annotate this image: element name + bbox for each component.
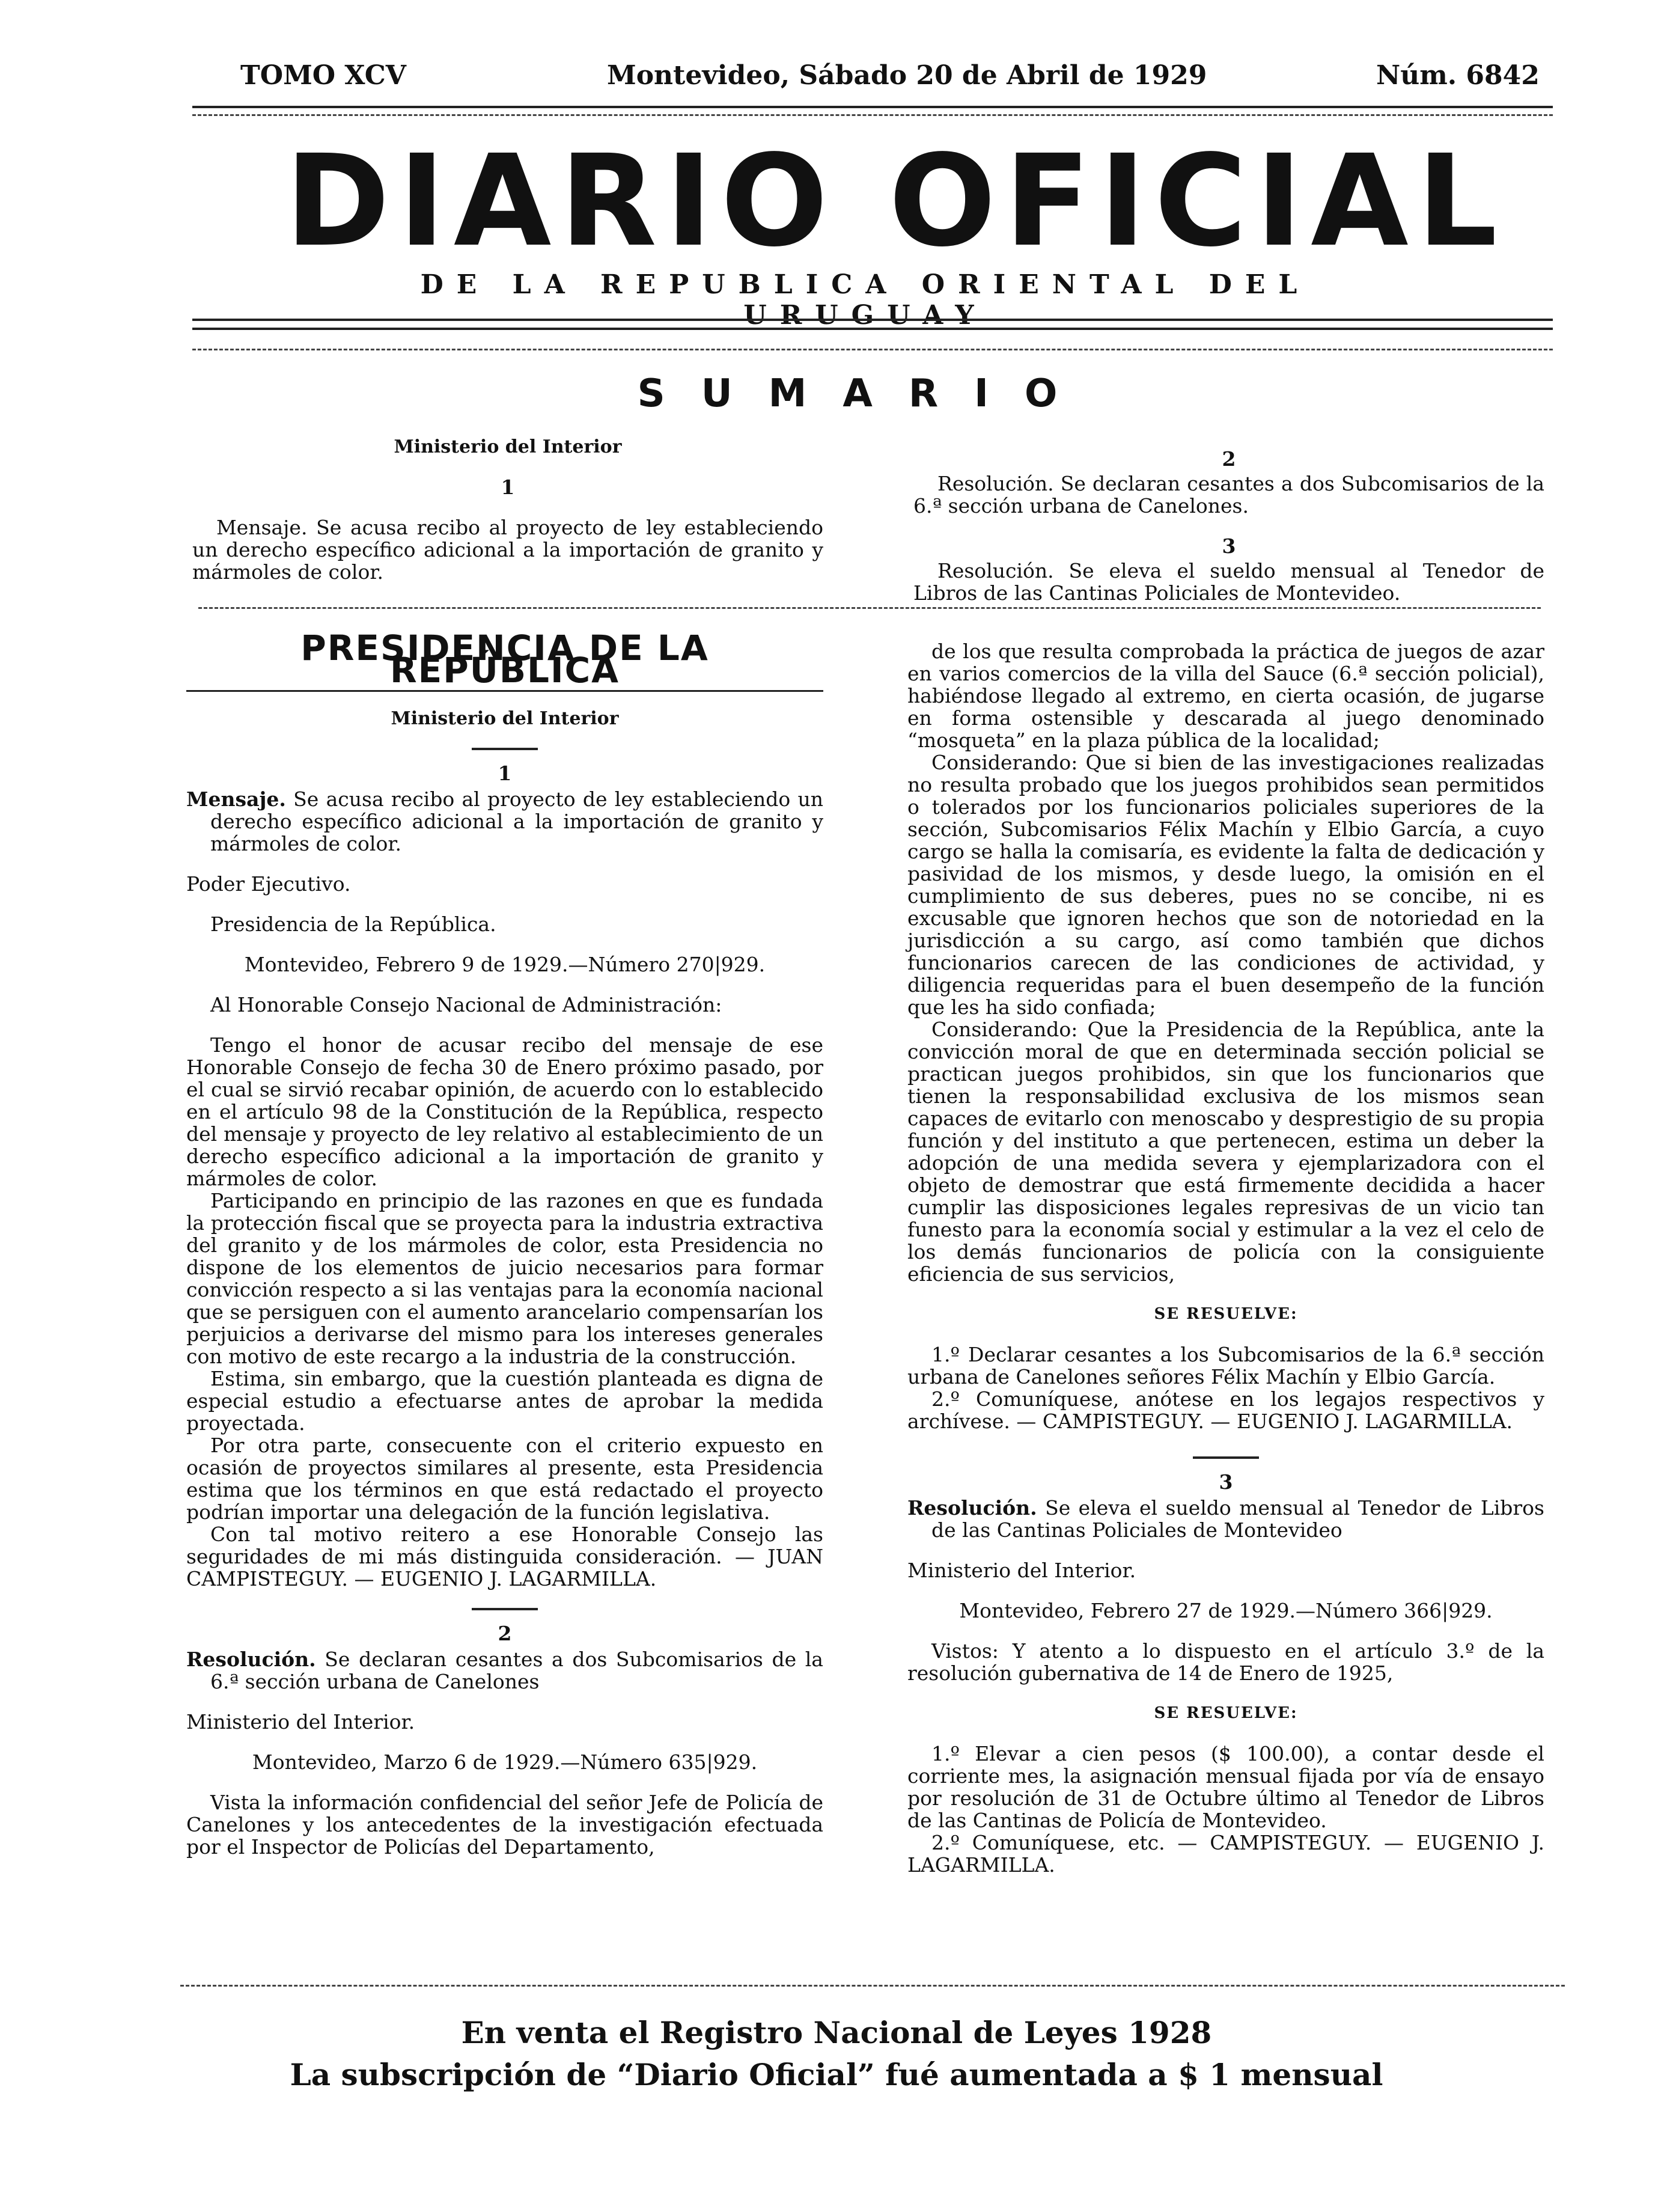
doc2-r1: 1.º Declarar cesantes a los Subcomisarios de la 6.ª sección urbana de Canelones señores Félix Machín y Elbio García. <box>907 1343 1544 1389</box>
doc1-p2: Participando en principio de las razones en que es fundada la protección fiscal que se proyecta para la industria extractiva del granito y de los mármoles de color, esta Presidencia no dispone de los elementos de juicio necesarios para formar convicción respecto a si las ventajas para la economía nacional que se persiguen con el aumento arancelario compensarían los perjuicios a derivarse del mismo para los intereses generales con motivo de este recargo a la industria de la construcción. <box>186 1189 823 1368</box>
doc2-se-resuelve: SE RESUELVE: <box>1154 1305 1298 1323</box>
masthead-rule-2 <box>192 328 1553 330</box>
left-column <box>186 628 823 1876</box>
sumario-left <box>192 436 823 601</box>
doc3-r1: 1.º Elevar a cien pesos ($ 100.00), a contar desde el corriente mes, la asignación mensual fijada por vía de ensayo por resolución de 31 de Octubre último al Tenedor de Libros de las Cantinas de Policía de Montevideo. <box>907 1742 1544 1832</box>
separator <box>1193 1456 1259 1459</box>
doc1-p3: Estima, sin embargo, que la cuestión planteada es digna de especial estudio a efectuarse antes de aprobar la medida proyectada. <box>186 1367 823 1435</box>
ministry-heading: Ministerio del Interior <box>391 708 619 729</box>
newspaper-title: DIARIO OFICIAL <box>285 127 1506 275</box>
presidencia-heading: PRESIDENCIA DE LA REPÚBLICA <box>186 637 823 692</box>
doc1-title <box>186 788 823 855</box>
doc1-number: 1 <box>498 762 512 785</box>
doc2-ministry: Ministerio del Interior. <box>186 1710 415 1734</box>
doc2-p1: Vista la información confidencial del señor Jefe de Policía de Canelones y los antecedentes de la investigación efectuada por el Inspector de Policías del Departamento, <box>186 1791 823 1859</box>
sumario-heading: SUMARIO <box>637 371 1094 416</box>
doc1-destinatario: Al Honorable Consejo Nacional de Administración: <box>210 993 722 1016</box>
footer-line-2: La subscripción de “Diario Oficial” fué aumentada a $ 1 mensual <box>290 2057 1383 2092</box>
doc1-title-rest: Se acusa recibo al proyecto de ley estableciendo un derecho específico adicional a la importación de granito y mármoles de color. <box>210 787 823 855</box>
doc3-fecha: Montevideo, Febrero 27 de 1929.—Número 366|929. <box>959 1599 1493 1622</box>
right-column <box>907 640 1544 1894</box>
doc1-p4: Por otra parte, consecuente con el criterio expuesto en ocasión de proyectos similares al presente, esta Presidencia estima que los términos en que está redactado el proyecto podrían importar una delegación de la función legislativa. <box>186 1434 823 1524</box>
sumario-rule <box>198 607 1541 609</box>
sumario-item-1-num: 1 <box>501 475 515 499</box>
sumario-item-3-num: 3 <box>1222 534 1236 558</box>
doc3-title <box>907 1497 1544 1541</box>
doc2-r2: 2.º Comuníquese, anótese en los legajos respectivos y archívese. — CAMPISTEGUY. — EUGENIO J. LAGARMILLA. <box>907 1387 1544 1433</box>
newspaper-subtitle: DE LA REPUBLICA ORIENTAL DEL URUGUAY <box>420 269 1311 331</box>
doc3-p1: Vistos: Y atento a lo dispuesto en el artículo 3.º de la resolución gubernativa de 14 de Enero de 1925, <box>907 1639 1544 1685</box>
doc1-poder: Poder Ejecutivo. <box>186 872 351 896</box>
footer-rule <box>180 1985 1565 1987</box>
doc1-p5: Con tal motivo reitero a ese Honorable Consejo las seguridades de mi más distinguida consideración. — JUAN CAMPISTEGUY. — EUGENIO J. LAGARMILLA. <box>186 1523 823 1590</box>
doc2-title-rest: Se declaran cesantes a dos Subcomisarios de la 6.ª sección urbana de Canelones <box>210 1648 823 1693</box>
doc3-number: 3 <box>1219 1470 1233 1494</box>
doc3-r2: 2.º Comuníquese, etc. — CAMPISTEGUY. — EUGENIO J. LAGARMILLA. <box>907 1831 1544 1877</box>
sumario-item-1: Mensaje. Se acusa recibo al proyecto de ley estableciendo un derecho específico adicional a la importación de granito y mármoles de color. <box>192 516 823 584</box>
doc2-cont-p3: Considerando: Que la Presidencia de la República, ante la convicción moral de que en determinada sección policial se practican juegos prohibidos, sin que los funcionarios que tienen la responsabilidad exclusiva de los mismos sean capaces de evitarlo con menoscabo y desprestigio de su propia función y del instituto a que pertenecen, estima un deber la adopción de una medida severa y ejemplarizadora con el objeto de demostrar que está firmemente decidida a hacer cumplir las disposiciones legales represivas de un vicio tan funesto para la economía social y estimular a la vez el celo de los demás funcionarios de policía con la consiguiente eficiencia de sus servicios, <box>907 1018 1544 1286</box>
doc1-title-bold: Mensaje. <box>186 787 286 811</box>
separator <box>472 1608 538 1610</box>
top-rule <box>192 106 1553 108</box>
doc2-title <box>186 1648 823 1693</box>
separator <box>472 748 538 750</box>
sumario-item-2: Resolución. Se declaran cesantes a dos Subcomisarios de la 6.ª sección urbana de Canelones. <box>913 472 1544 518</box>
issue-number: Núm. 6842 <box>1376 60 1540 91</box>
doc2-title-bold: Resolución. <box>186 1648 316 1671</box>
doc1-presidencia: Presidencia de la República. <box>210 912 496 936</box>
doc2-cont-p2: Considerando: Que si bien de las investigaciones realizadas no resulta probado que los juegos prohibidos sean permitidos o tolerados por los funcionarios policiales superiores de la sección, Subcomisarios Félix Machín y Elbio García, a cuyo cargo se halla la comisaría, es evidente la falta de dedicación y pasividad de los mismos, y desde luego, la omisión en el cumplimiento de sus deberes, pues no se concibe, ni es excusable que ignoren hechos que son de notoriedad en la jurisdicción a su cargo, así como también que dichos funcionarios carecen de las condiciones de actividad, y diligencia requeridas para el buen desempeño de la función que les ha sido confiada; <box>907 751 1544 1019</box>
footer-line-1: En venta el Registro Nacional de Leyes 1928 <box>461 2015 1212 2050</box>
doc2-cont-p1: de los que resulta comprobada la práctica de juegos de azar en varios comercios de la villa del Sauce (6.ª sección policial), habiéndose llegado al extremo, en cierta ocasión, de jugarse en forma ostensible y descarada al juego denominado “mosqueta” en la plaza pública de la localidad; <box>907 640 1544 752</box>
dateline: Montevideo, Sábado 20 de Abril de 1929 <box>607 60 1207 91</box>
sumario-item-3: Resolución. Se eleva el sueldo mensual al Tenedor de Libros de las Cantinas Policiales de Montevideo. <box>913 559 1544 605</box>
doc1-p1: Tengo el honor de acusar recibo del mensaje de ese Honorable Consejo de fecha 30 de Enero próximo pasado, por el cual se sirvió recabar opinión, de acuerdo con lo establecido en el artículo 98 de la Constitución de la República, respecto del mensaje y proyecto de ley relativo al establecimiento de un derecho específico adicional a la importación de granito y mármoles de color. <box>186 1033 823 1190</box>
doc3-title-bold: Resolución. <box>907 1496 1037 1520</box>
masthead-rule-3 <box>192 349 1553 350</box>
sumario-right <box>913 448 1544 622</box>
masthead-rule <box>192 319 1553 321</box>
sumario-item-2-num: 2 <box>1222 447 1236 471</box>
doc2-number: 2 <box>498 1622 512 1645</box>
tomo-label: TOMO XCV <box>240 60 406 91</box>
doc3-ministry: Ministerio del Interior. <box>907 1559 1136 1582</box>
top-rule-2 <box>192 114 1553 116</box>
doc2-fecha: Montevideo, Marzo 6 de 1929.—Número 635|929. <box>252 1750 758 1774</box>
doc3-se-resuelve: SE RESUELVE: <box>1154 1704 1298 1722</box>
sumario-ministry: Ministerio del Interior <box>394 436 622 457</box>
doc3-title-rest: Se eleva el sueldo mensual al Tenedor de Libros de las Cantinas Policiales de Montevideo <box>931 1496 1544 1542</box>
doc1-fecha: Montevideo, Febrero 9 de 1929.—Número 270|929. <box>244 953 766 976</box>
